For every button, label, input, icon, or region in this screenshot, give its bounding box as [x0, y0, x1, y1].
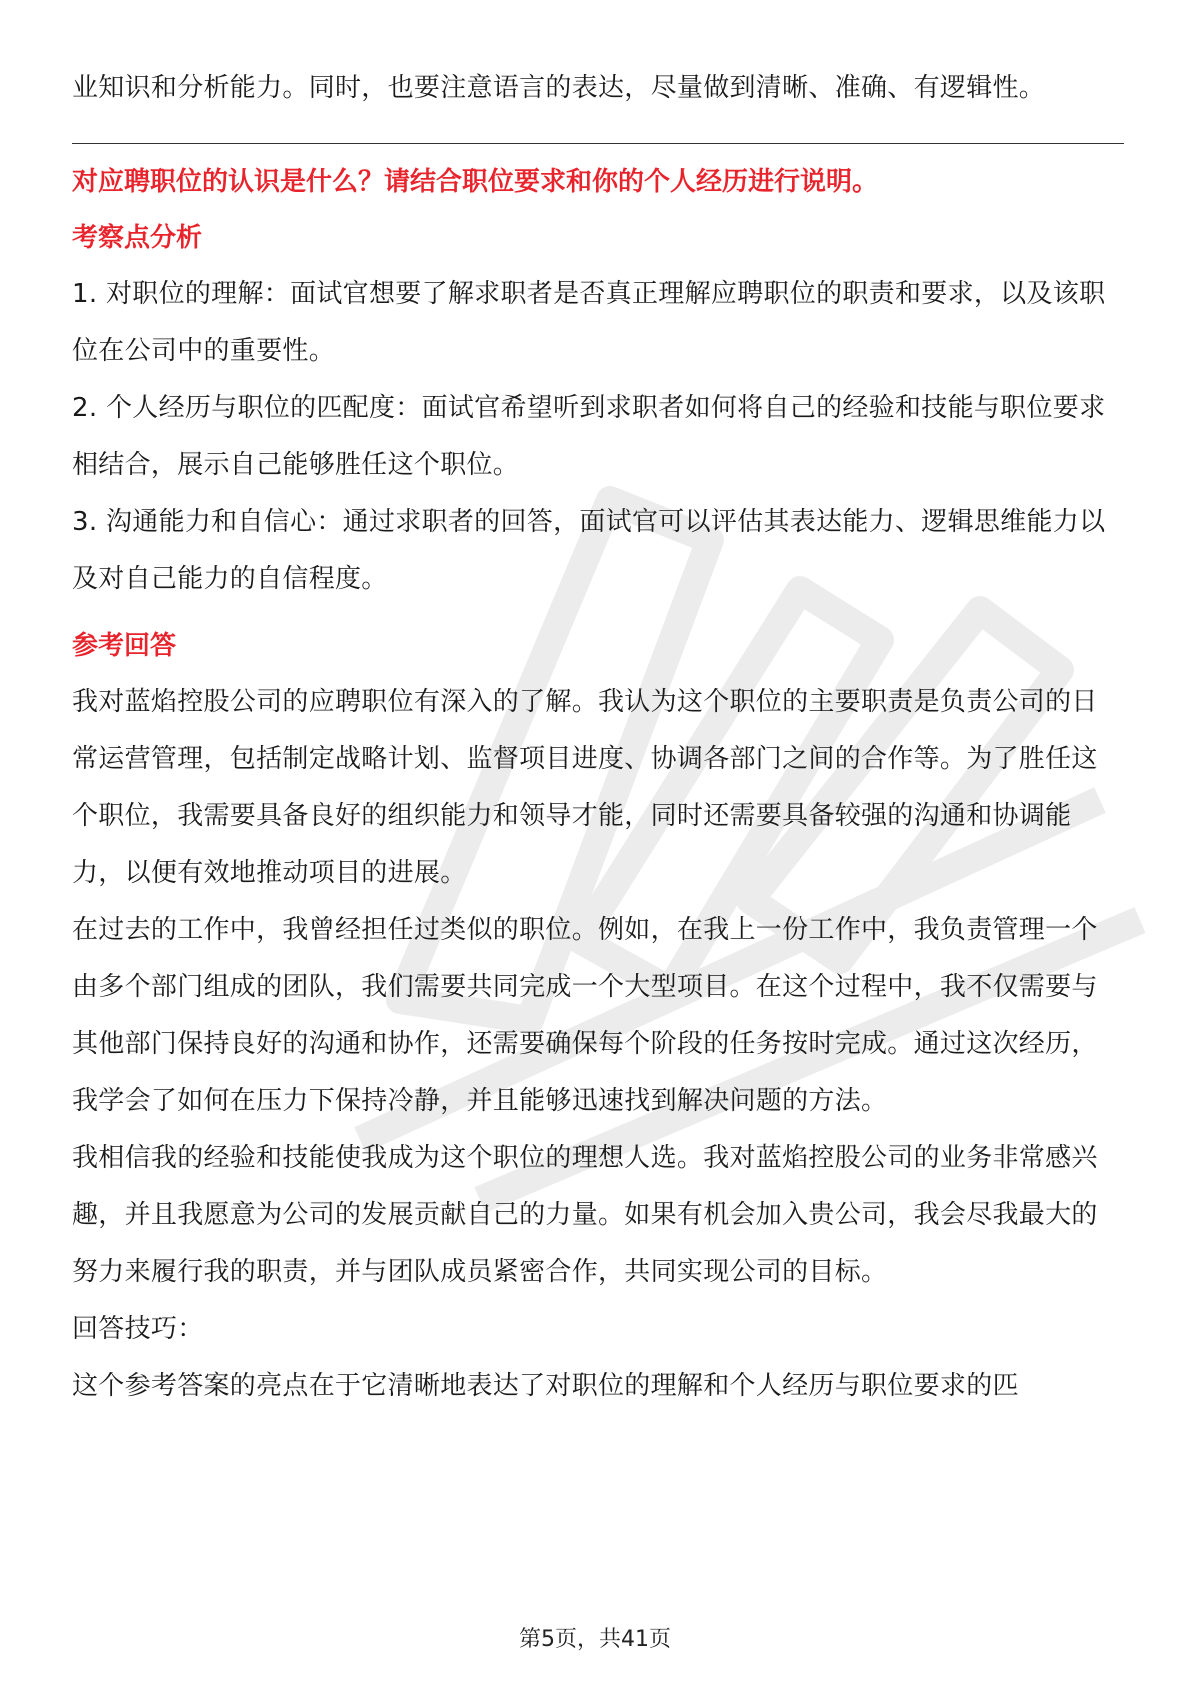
- question-title: 对应聘职位的认识是什么？请结合职位要求和你的个人经历进行说明。: [72, 167, 879, 197]
- analysis-item-2: 2. 个人经历与职位的匹配度：面试官希望听到求职者如何将自己的经验和技能与职位要求相结合，展示自己能够胜任这个职位。: [72, 393, 1106, 480]
- analysis-heading: 考察点分析: [72, 223, 203, 253]
- tips-paragraph: 这个参考答案的亮点在于它清晰地表达了对职位的理解和个人经历与职位要求的匹: [72, 1371, 1019, 1401]
- analysis-item-1: 1. 对职位的理解：面试官想要了解求职者是否真正理解应聘职位的职责和要求，以及该职位在公司中的重要性。: [72, 279, 1106, 366]
- continuation-paragraph: 业知识和分析能力。同时，也要注意语言的表达，尽量做到清晰、准确、有逻辑性。: [72, 73, 1046, 103]
- section-divider: [72, 143, 1124, 144]
- tips-label: 回答技巧：: [72, 1314, 204, 1344]
- analysis-item-3: 3. 沟通能力和自信心：通过求职者的回答，面试官可以评估其表达能力、逻辑思维能力以及对自己能力的自信程度。: [72, 507, 1106, 594]
- answer-paragraph-3: 我相信我的经验和技能使我成为这个职位的理想人选。我对蓝焰控股公司的业务非常感兴趣，并且我愿意为公司的发展贡献自己的力量。如果有机会加入贵公司，我会尽我最大的努力来履行我的职责，并与团队成员紧密合作，共同实现公司的目标。: [72, 1143, 1098, 1287]
- document-page: [72, 60, 1122, 1415]
- answer-paragraph-2: 在过去的工作中，我曾经担任过类似的职位。例如，在我上一份工作中，我负责管理一个由多个部门组成的团队，我们需要共同完成一个大型项目。在这个过程中，我不仅需要与其他部门保持良好的沟通和协作，还需要确保每个阶段的任务按时完成。通过这次经历，我学会了如何在压力下保持冷静，并且能够迅速找到解决问题的方法。: [72, 915, 1098, 1116]
- answer-heading: 参考回答: [72, 631, 177, 661]
- page-number: 第5页，共41页: [519, 1627, 671, 1652]
- answer-paragraph-1: 我对蓝焰控股公司的应聘职位有深入的了解。我认为这个职位的主要职责是负责公司的日常运营管理，包括制定战略计划、监督项目进度、协调各部门之间的合作等。为了胜任这个职位，我需要具备良好的组织能力和领导才能，同时还需要具备较强的沟通和协调能力，以便有效地推动项目的进展。: [72, 687, 1098, 888]
